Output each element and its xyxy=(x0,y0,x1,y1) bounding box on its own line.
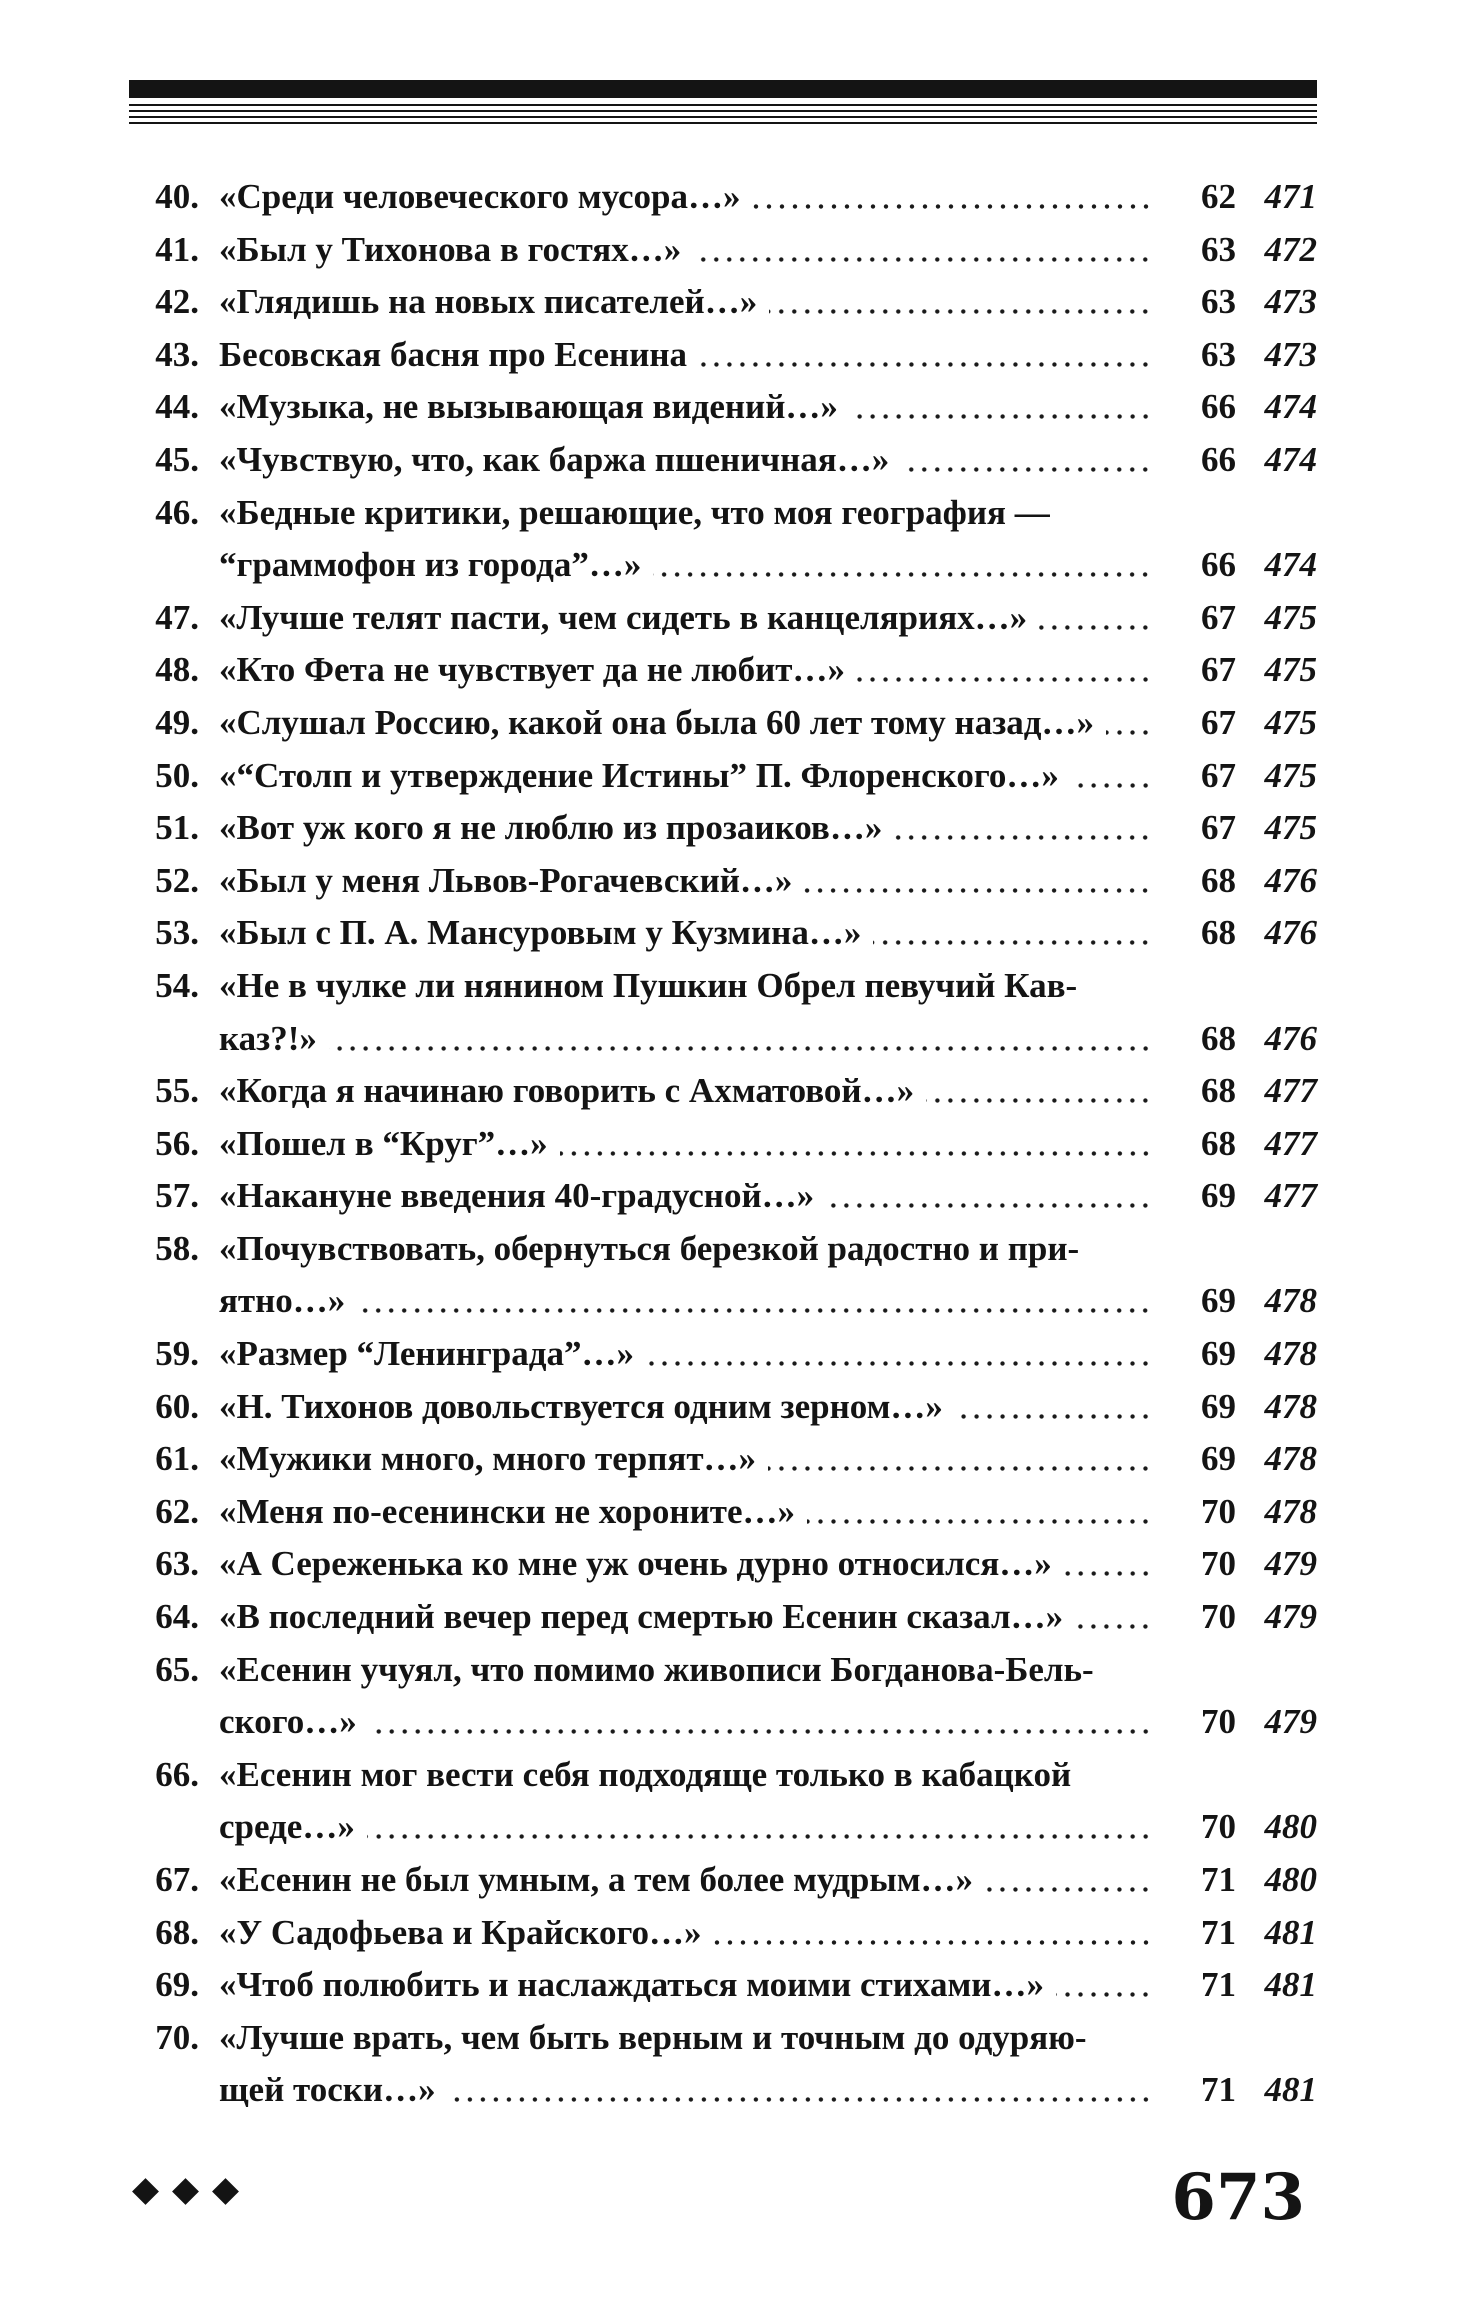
text-page-number: 66 xyxy=(1201,545,1236,585)
text-page-number: 70 xyxy=(1201,1807,1236,1847)
header-rule-thin xyxy=(129,116,1317,118)
text-page-number: 70 xyxy=(1201,1597,1236,1637)
entry-title: среде…» xyxy=(219,1807,355,1847)
commentary-page-number: 478 xyxy=(1264,1491,1317,1531)
text-page-number: 68 xyxy=(1201,913,1236,953)
entry-title: «Размер “Ленинграда”…» xyxy=(219,1334,634,1374)
toc-line xyxy=(129,276,1317,329)
toc-line xyxy=(129,2012,1317,2065)
commentary-page-number: 475 xyxy=(1264,808,1317,848)
commentary-page-number: 481 xyxy=(1264,1965,1317,2005)
entry-title: «Есенин учуял, что помимо живописи Богданова-Бель- xyxy=(219,1649,1094,1689)
toc-entry xyxy=(129,1486,1317,1539)
dot-leader xyxy=(560,1118,1152,1171)
entry-number: 43. xyxy=(155,334,199,374)
entry-title: «Накануне введения 40-градусной…» xyxy=(219,1176,815,1216)
toc-line xyxy=(129,1749,1317,1802)
text-page-number: 69 xyxy=(1201,1439,1236,1479)
entry-number: 42. xyxy=(155,282,199,322)
entry-number: 41. xyxy=(155,229,199,269)
toc-line xyxy=(129,171,1317,224)
dot-leader xyxy=(850,381,1152,434)
toc-entry xyxy=(129,1223,1317,1328)
dot-leader xyxy=(753,171,1152,224)
text-page-number: 62 xyxy=(1201,177,1236,216)
toc-entry xyxy=(129,592,1317,645)
entry-number: 46. xyxy=(155,492,199,532)
text-page-number: 71 xyxy=(1201,1860,1236,1899)
commentary-page-number: 478 xyxy=(1264,1281,1317,1321)
dot-leader xyxy=(769,276,1152,329)
toc-line xyxy=(129,1328,1317,1381)
toc-line xyxy=(129,1486,1317,1539)
commentary-page-number: 474 xyxy=(1264,387,1317,427)
entry-number: 47. xyxy=(155,597,199,637)
toc-line xyxy=(129,224,1317,277)
toc-entry xyxy=(129,1118,1317,1171)
toc-line xyxy=(129,907,1317,960)
entry-number: 53. xyxy=(155,913,199,953)
toc-entry xyxy=(129,1959,1317,2012)
toc-line xyxy=(129,539,1317,592)
commentary-page-number: 475 xyxy=(1264,702,1317,742)
entry-number: 48. xyxy=(155,650,199,690)
dot-leader xyxy=(1071,750,1152,803)
commentary-page-number: 481 xyxy=(1264,2070,1317,2110)
text-page-number: 67 xyxy=(1201,597,1236,637)
dot-leader xyxy=(1056,1959,1152,2012)
entry-number: 51. xyxy=(155,808,199,848)
toc-line xyxy=(129,329,1317,382)
text-page-number: 70 xyxy=(1201,1491,1236,1531)
table-of-contents xyxy=(129,171,1317,2117)
commentary-page-number: 475 xyxy=(1264,755,1317,795)
toc-entry xyxy=(129,1381,1317,1434)
dot-leader xyxy=(699,329,1152,382)
entry-title: «Лучше врать, чем быть верным и точным до одуряю- xyxy=(219,2017,1087,2057)
entry-title: «Среди человеческого мусора…» xyxy=(219,177,741,216)
toc-line xyxy=(129,697,1317,750)
toc-entry xyxy=(129,1907,1317,1960)
toc-entry xyxy=(129,1433,1317,1486)
dot-leader xyxy=(873,907,1152,960)
toc-entry xyxy=(129,224,1317,277)
toc-entry xyxy=(129,2012,1317,2117)
commentary-page-number: 476 xyxy=(1264,1018,1317,1058)
entry-title: «Когда я начинаю говорить с Ахматовой…» xyxy=(219,1071,915,1111)
entry-number: 62. xyxy=(155,1491,199,1531)
toc-entry xyxy=(129,750,1317,803)
commentary-page-number: 477 xyxy=(1264,1123,1317,1163)
entry-number: 68. xyxy=(155,1912,199,1952)
entry-title: каз?!» xyxy=(219,1018,317,1058)
entry-title: «“Столп и утверждение Истины” П. Флоренского…» xyxy=(219,755,1059,795)
dot-leader xyxy=(894,802,1152,855)
commentary-page-number: 476 xyxy=(1264,860,1317,900)
text-page-number: 67 xyxy=(1201,702,1236,742)
text-page-number: 71 xyxy=(1201,1912,1236,1952)
entry-number: 64. xyxy=(155,1597,199,1637)
entry-title: «Есенин не был умным, а тем более мудрым…» xyxy=(219,1860,974,1899)
toc-line xyxy=(129,855,1317,908)
toc-line xyxy=(129,644,1317,697)
toc-entry xyxy=(129,1854,1317,1907)
entry-number: 54. xyxy=(155,965,199,1005)
entry-number: 44. xyxy=(155,387,199,427)
toc-line xyxy=(129,802,1317,855)
commentary-page-number: 481 xyxy=(1264,1912,1317,1952)
toc-entry xyxy=(129,381,1317,434)
toc-line xyxy=(129,1275,1317,1328)
entry-title: ятно…» xyxy=(219,1281,346,1321)
text-page-number: 63 xyxy=(1201,334,1236,374)
text-page-number: 71 xyxy=(1201,2070,1236,2110)
toc-entry xyxy=(129,1328,1317,1381)
entry-number: 57. xyxy=(155,1176,199,1216)
text-page-number: 68 xyxy=(1201,1018,1236,1058)
entry-title: «Н. Тихонов довольствуется одним зерном…» xyxy=(219,1386,943,1426)
toc-line xyxy=(129,1644,1317,1697)
entry-number: 40. xyxy=(155,177,199,216)
toc-entry xyxy=(129,1065,1317,1118)
text-page-number: 69 xyxy=(1201,1386,1236,1426)
commentary-page-number: 480 xyxy=(1264,1860,1317,1899)
entry-title: «Кто Фета не чувствует да не любит…» xyxy=(219,650,845,690)
toc-entry xyxy=(129,960,1317,1065)
commentary-page-number: 477 xyxy=(1264,1071,1317,1111)
toc-line xyxy=(129,960,1317,1013)
entry-title: «Чтоб полюбить и наслаждаться моими стихами…» xyxy=(219,1965,1044,2005)
toc-entry xyxy=(129,855,1317,908)
entry-title: «Глядишь на новых писателей…» xyxy=(219,282,758,322)
text-page-number: 69 xyxy=(1201,1334,1236,1374)
toc-line xyxy=(129,1696,1317,1749)
toc-entry xyxy=(129,276,1317,329)
commentary-page-number: 478 xyxy=(1264,1439,1317,1479)
dot-leader xyxy=(693,224,1152,277)
page-number-footer: 673 xyxy=(1171,2160,1305,2235)
commentary-page-number: 475 xyxy=(1264,597,1317,637)
entry-title: «Мужики много, много терпят…» xyxy=(219,1439,757,1479)
dot-leader xyxy=(646,1328,1152,1381)
entry-title: «Пошел в “Круг”…» xyxy=(219,1123,548,1163)
text-page-number: 68 xyxy=(1201,1123,1236,1163)
entry-number: 55. xyxy=(155,1071,199,1111)
entry-number: 49. xyxy=(155,702,199,742)
toc-entry xyxy=(129,329,1317,382)
toc-line xyxy=(129,1854,1317,1907)
entry-title: «Вот уж кого я не люблю из прозаиков…» xyxy=(219,808,883,848)
toc-line xyxy=(129,1013,1317,1066)
commentary-page-number: 473 xyxy=(1264,282,1317,322)
dot-leader xyxy=(1064,1538,1152,1591)
toc-line xyxy=(129,1959,1317,2012)
text-page-number: 71 xyxy=(1201,1965,1236,2005)
dot-leader xyxy=(857,644,1152,697)
entry-title: «Был с П. А. Мансуровым у Кузмина…» xyxy=(219,913,862,953)
entry-number: 63. xyxy=(155,1544,199,1584)
dot-leader xyxy=(768,1433,1152,1486)
header-rule-thick xyxy=(129,80,1317,98)
commentary-page-number: 478 xyxy=(1264,1334,1317,1374)
entry-number: 65. xyxy=(155,1649,199,1689)
entry-number: 70. xyxy=(155,2017,199,2057)
entry-title: «Лучше телят пасти, чем сидеть в канцеляриях…» xyxy=(219,597,1028,637)
toc-line xyxy=(129,750,1317,803)
entry-title: «Есенин мог вести себя подходяще только в кабацкой xyxy=(219,1754,1072,1794)
toc-line xyxy=(129,1907,1317,1960)
toc-entry xyxy=(129,434,1317,487)
toc-entry xyxy=(129,697,1317,750)
entry-title: «Не в чулке ли нянином Пушкин Обрел певучий Кав- xyxy=(219,965,1078,1005)
dot-leader xyxy=(1106,697,1152,750)
entry-title: «Музыка, не вызывающая видений…» xyxy=(219,387,838,427)
toc-line xyxy=(129,1118,1317,1171)
entry-title: «Был у Тихонова в гостях…» xyxy=(219,229,682,269)
toc-line xyxy=(129,434,1317,487)
dot-leader xyxy=(804,855,1152,908)
commentary-page-number: 480 xyxy=(1264,1807,1317,1847)
dot-leader xyxy=(1075,1591,1152,1644)
entry-title: Бесовская басня про Есенина xyxy=(219,334,688,374)
text-page-number: 68 xyxy=(1201,1071,1236,1111)
toc-line xyxy=(129,487,1317,540)
dot-leader xyxy=(367,1801,1152,1854)
commentary-page-number: 479 xyxy=(1264,1597,1317,1637)
entry-title: «У Садофьева и Крайского…» xyxy=(219,1912,702,1952)
dot-leader xyxy=(448,2064,1152,2117)
commentary-page-number: 474 xyxy=(1264,545,1317,585)
dot-leader xyxy=(807,1486,1152,1539)
header-rule-thin xyxy=(129,122,1317,124)
entry-number: 45. xyxy=(155,439,199,479)
text-page-number: 69 xyxy=(1201,1176,1236,1216)
commentary-page-number: 479 xyxy=(1264,1544,1317,1584)
toc-entry xyxy=(129,171,1317,224)
entry-title: «Слушал Россию, какой она была 60 лет тому назад…» xyxy=(219,702,1094,742)
text-page-number: 67 xyxy=(1201,650,1236,690)
diamond-icon xyxy=(132,2178,159,2205)
toc-line xyxy=(129,1223,1317,1276)
commentary-page-number: 471 xyxy=(1264,177,1317,216)
dot-leader xyxy=(369,1696,1152,1749)
toc-line xyxy=(129,2064,1317,2117)
commentary-page-number: 474 xyxy=(1264,439,1317,479)
text-page-number: 69 xyxy=(1201,1281,1236,1321)
text-page-number: 70 xyxy=(1201,1702,1236,1742)
dot-leader xyxy=(955,1381,1152,1434)
entry-number: 61. xyxy=(155,1439,199,1479)
text-page-number: 66 xyxy=(1201,387,1236,427)
commentary-page-number: 473 xyxy=(1264,334,1317,374)
text-page-number: 70 xyxy=(1201,1544,1236,1584)
text-page-number: 67 xyxy=(1201,808,1236,848)
dot-leader xyxy=(714,1907,1152,1960)
entry-number: 66. xyxy=(155,1754,199,1794)
text-page-number: 66 xyxy=(1201,439,1236,479)
dot-leader xyxy=(653,539,1152,592)
toc-line xyxy=(129,1433,1317,1486)
toc-entry xyxy=(129,1749,1317,1854)
toc-entry xyxy=(129,907,1317,960)
entry-title: «В последний вечер перед смертью Есенин сказал…» xyxy=(219,1597,1064,1637)
entry-title: «Бедные критики, решающие, что моя география — xyxy=(219,492,1050,532)
text-page-number: 63 xyxy=(1201,282,1236,322)
entry-number: 52. xyxy=(155,860,199,900)
toc-entry xyxy=(129,487,1317,592)
commentary-page-number: 479 xyxy=(1264,1702,1317,1742)
diamond-icon xyxy=(172,2178,199,2205)
entry-title: «Меня по-есенински не хороните…» xyxy=(219,1491,795,1531)
entry-number: 58. xyxy=(155,1228,199,1268)
toc-line xyxy=(129,1538,1317,1591)
entry-number: 59. xyxy=(155,1334,199,1374)
toc-line xyxy=(129,1801,1317,1854)
dot-leader xyxy=(329,1013,1152,1066)
toc-line xyxy=(129,1381,1317,1434)
text-page-number: 67 xyxy=(1201,755,1236,795)
commentary-page-number: 476 xyxy=(1264,913,1317,953)
commentary-page-number: 472 xyxy=(1264,229,1317,269)
entry-title: «А Сереженька ко мне уж очень дурно относился…» xyxy=(219,1544,1052,1584)
toc-line xyxy=(129,1591,1317,1644)
dot-leader xyxy=(357,1275,1152,1328)
entry-number: 50. xyxy=(155,755,199,795)
header-rule-thin xyxy=(129,110,1317,112)
entry-number: 69. xyxy=(155,1965,199,2005)
entry-number: 67. xyxy=(155,1860,199,1899)
entry-title: «Был у меня Львов-Рогачевский…» xyxy=(219,860,793,900)
dot-leader xyxy=(985,1854,1152,1907)
commentary-page-number: 477 xyxy=(1264,1176,1317,1216)
toc-entry xyxy=(129,1644,1317,1749)
toc-line xyxy=(129,381,1317,434)
entry-title: «Почувствовать, обернуться березкой радостно и при- xyxy=(219,1228,1080,1268)
toc-entry xyxy=(129,1591,1317,1644)
toc-entry xyxy=(129,644,1317,697)
toc-line xyxy=(129,1065,1317,1118)
entry-title: «Чувствую, что, как баржа пшеничная…» xyxy=(219,439,890,479)
entry-number: 56. xyxy=(155,1123,199,1163)
toc-entry xyxy=(129,1538,1317,1591)
toc-entry xyxy=(129,1170,1317,1223)
entry-number: 60. xyxy=(155,1386,199,1426)
header-rule-thin xyxy=(129,104,1317,106)
entry-title: щей тоски…» xyxy=(219,2070,436,2110)
text-page-number: 68 xyxy=(1201,860,1236,900)
entry-title: ского…» xyxy=(219,1702,357,1742)
toc-line xyxy=(129,592,1317,645)
commentary-page-number: 475 xyxy=(1264,650,1317,690)
dot-leader xyxy=(826,1170,1152,1223)
dot-leader xyxy=(926,1065,1152,1118)
diamond-icon xyxy=(212,2178,239,2205)
toc-line xyxy=(129,1170,1317,1223)
dot-leader xyxy=(1039,592,1152,645)
entry-title: “граммофон из города”…» xyxy=(219,545,642,585)
text-page-number: 63 xyxy=(1201,229,1236,269)
toc-entry xyxy=(129,802,1317,855)
commentary-page-number: 478 xyxy=(1264,1386,1317,1426)
dot-leader xyxy=(901,434,1152,487)
